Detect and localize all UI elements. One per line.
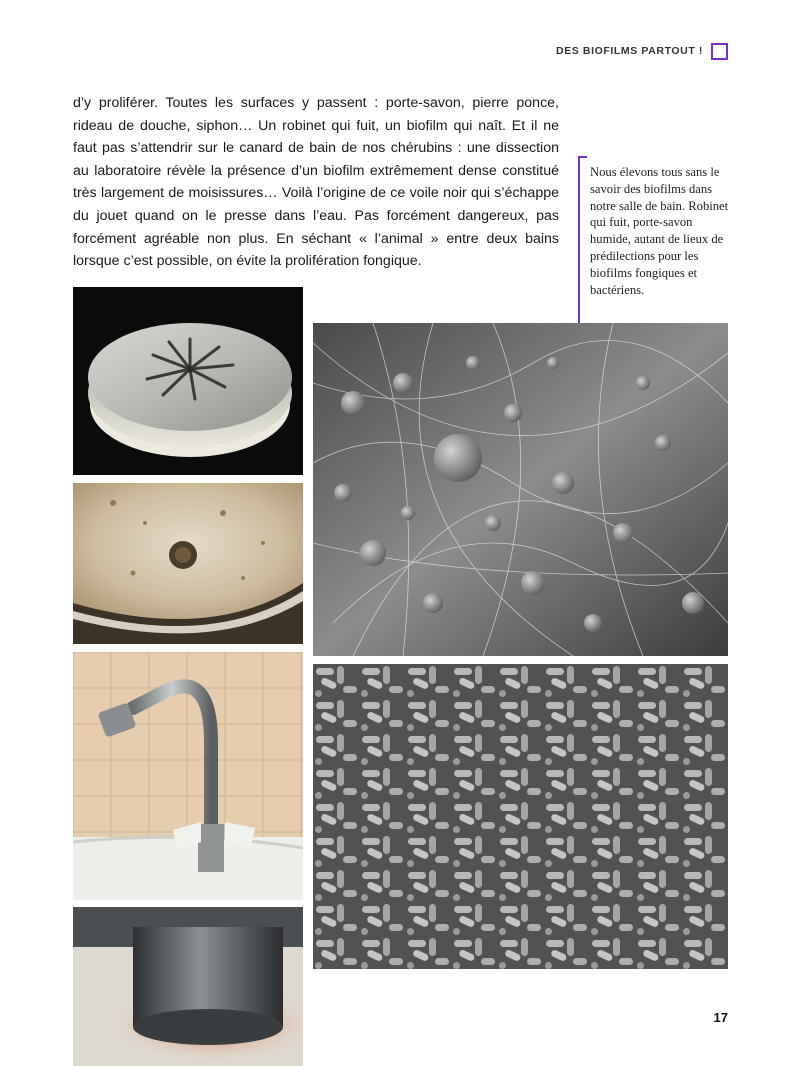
fungal-sem-image (313, 323, 728, 656)
faucet-image (73, 652, 303, 900)
tap-base-photo (73, 907, 303, 1066)
running-header (556, 40, 728, 62)
body-paragraph: d’y proliférer. Toutes les surfaces y passent : porte-savon, pierre ponce, rideau de douche, siphon… Un robinet qui fuit, un biofilm qui naît. Et il ne faut pas s’attendrir sur le canard de bain de nos chérubins : une dissection au laboratoire révèle la présence d’un biofilm extrêmement dense constitué très largement de moisissures… Voilà l’origine de ce voile noir qui s’échappe du jouet quand on le presse dans l’eau. Pas forcément dangereux, pas forcément agréable non plus. En séchant « l’animal » entre deux bains lorsque c’est possible, on évite la prolifération fongique. (73, 95, 559, 270)
bacterial-sem-image (313, 664, 728, 969)
running-title: DES BIOFILMS PARTOUT ! (556, 45, 703, 57)
sidenote-text: Nous élevons tous sans le savoir des biofilms dans notre salle de bain. Robinet qui fuit, porte-savon humide, autant de lieux de prédilections pour les biofilms fongiques et bactériens. (590, 165, 729, 297)
bacterial-sem-photo (313, 664, 728, 969)
soap-dish-image (73, 287, 303, 475)
stained-basin-photo (73, 483, 303, 644)
stained-basin-image (73, 483, 303, 644)
faucet-photo (73, 652, 303, 900)
tap-base-image (73, 907, 303, 1066)
fungal-sem-photo (313, 323, 728, 656)
soap-dish-photo (73, 287, 303, 475)
header-square-icon (711, 43, 728, 60)
page-number: 17 (713, 1010, 728, 1025)
sidenote (578, 156, 734, 324)
